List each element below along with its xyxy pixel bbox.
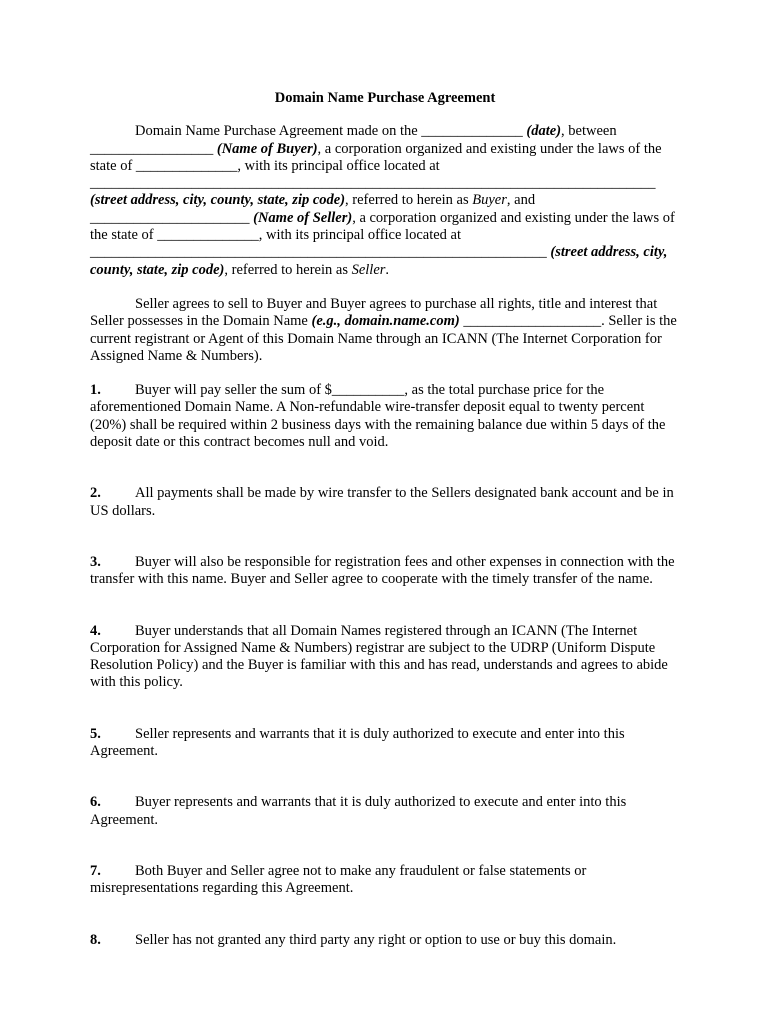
intro-text-5: , and ______________________ (90, 192, 536, 226)
document-page (90, 90, 680, 983)
intro-text-7: , referred to herein as (224, 261, 352, 278)
intro-text-3: , a corporation organized and existing under the laws of the state of ______________, with its principal office located at ______________________________________________________________________________ (90, 140, 662, 192)
buyer-term: Buyer (472, 192, 507, 209)
clause-text: Buyer represents and warrants that it is duly authorized to execute and enter into this Agreement. (90, 794, 627, 828)
buyer-address-placeholder: (street address, city, county, state, zip code) (90, 192, 346, 209)
intro-text-8: . (385, 261, 390, 278)
clause-number: 3. (90, 553, 101, 570)
sale-text-2: ___________________. Seller is the current registrant or Agent of this Domain Name through an ICANN (The Internet Corporation for Assigned Name & Numbers). (90, 313, 677, 364)
clause-text: Buyer will pay seller the sum of $__________, as the total purchase price for the aforementioned Domain Name. A Non-refundable wire-transfer deposit equal to twenty percent (20%) shall be required within 2 business days with the remaining balance due within 5 days of the deposit date or this contract becomes null and void. (90, 382, 666, 451)
sale-text-1: Seller agrees to sell to Buyer and Buyer agrees to purchase all rights, title and interest that Seller possesses in the Domain Name (90, 295, 658, 330)
date-placeholder: (date) (526, 123, 562, 140)
intro-text-2: , between _________________ (90, 123, 617, 157)
clause (90, 794, 680, 829)
clause-number: 5. (90, 725, 101, 742)
seller-address-placeholder: (street address, city, county, state, zip code) (90, 244, 668, 278)
clause (90, 932, 680, 949)
clause-text: Seller represents and warrants that it is duly authorized to execute and enter into this Agreement. (90, 725, 625, 760)
seller-term: Seller (351, 261, 386, 278)
intro-text-6: , a corporation organized and existing under the laws of the state of ______________, with its principal office located at _______________________________________________________________ (90, 209, 675, 261)
seller-name-placeholder: (Name of Seller) (253, 209, 353, 226)
clause-list (90, 382, 680, 949)
clause-text: Buyer understands that all Domain Names registered through an ICANN (The Internet Corporation for Assigned Name & Numbers) registrar are subject to the UDRP (Uniform Dispute Resolution Policy) and the Buyer is familiar with this and has read, understands and agrees to abide with this policy. (90, 622, 668, 691)
clause (90, 554, 680, 589)
clause-number: 2. (90, 485, 101, 502)
intro-text-1: Domain Name Purchase Agreement made on the ______________ (135, 123, 527, 140)
domain-example-placeholder: (e.g., domain.name.com) (311, 313, 460, 330)
clause-text: Both Buyer and Seller agree not to make any fraudulent or false statements or misrepresentations regarding this Agreement. (90, 862, 587, 897)
clause-text: All payments shall be made by wire transfer to the Sellers designated bank account and be in US dollars. (90, 485, 674, 519)
clause (90, 726, 680, 761)
intro-text-4: , referred to herein as (345, 192, 473, 209)
clause (90, 623, 680, 692)
clause-number: 1. (90, 382, 101, 399)
clause (90, 382, 680, 451)
clause-number: 8. (90, 931, 101, 948)
clause (90, 863, 680, 898)
clause-text: Buyer will also be responsible for registration fees and other expenses in connection with the transfer with this name. Buyer and Seller agree to cooperate with the timely transfer of the name. (90, 553, 675, 588)
sale-paragraph (90, 296, 680, 365)
clause-number: 4. (90, 622, 101, 639)
buyer-name-placeholder: (Name of Buyer) (216, 140, 318, 157)
document-title: Domain Name Purchase Agreement (274, 90, 496, 106)
clause-number: 6. (90, 794, 101, 811)
clause-number: 7. (90, 862, 101, 879)
clause-text: Seller has not granted any third party any right or option to use or buy this domain. (135, 931, 617, 948)
clause (90, 485, 680, 520)
intro-paragraph (90, 123, 680, 279)
